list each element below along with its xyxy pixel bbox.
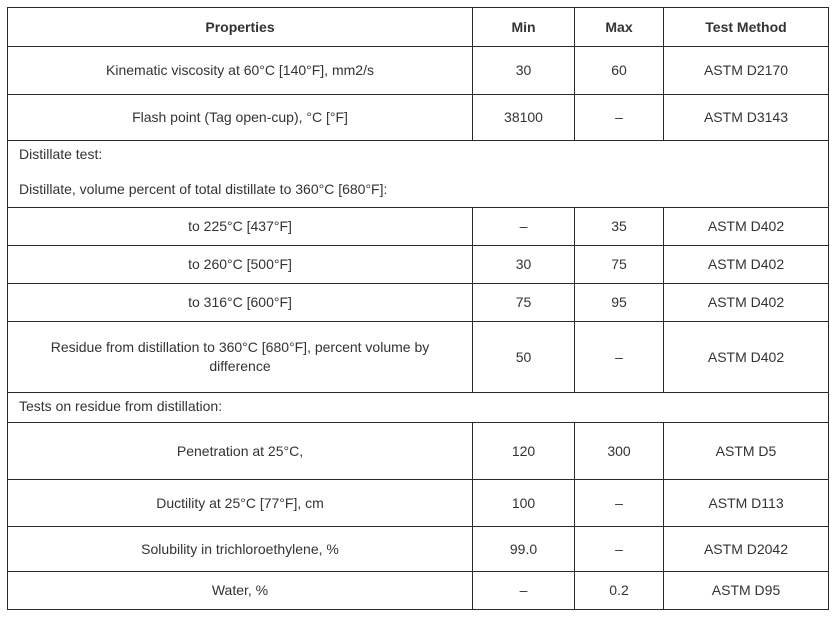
table-row — [8, 208, 829, 246]
min-cell: 99.0 — [473, 527, 575, 572]
section-cell — [8, 141, 829, 208]
method-cell: ASTM D402 — [664, 322, 829, 393]
property-cell: to 260°C [500°F] — [8, 246, 473, 284]
method-cell: ASTM D2170 — [664, 47, 829, 95]
table-row — [8, 423, 829, 480]
method-cell: ASTM D2042 — [664, 527, 829, 572]
table-row — [8, 572, 829, 610]
method-cell: ASTM D95 — [664, 572, 829, 610]
max-cell: – — [575, 322, 664, 393]
section-subheading: Distillate, volume percent of total distillate to 360°C [680°F]: — [19, 181, 388, 197]
property-cell: Ductility at 25°C [77°F], cm — [8, 480, 473, 527]
table-row — [8, 246, 829, 284]
property-cell: Penetration at 25°C, — [8, 423, 473, 480]
property-cell: to 225°C [437°F] — [8, 208, 473, 246]
table-row — [8, 47, 829, 95]
max-cell: – — [575, 527, 664, 572]
min-cell: 38100 — [473, 95, 575, 141]
property-cell: Flash point (Tag open-cup), °C [°F] — [8, 95, 473, 141]
section-row-residue — [8, 393, 829, 423]
section-heading: Tests on residue from distillation: — [19, 398, 223, 414]
header-max: Max — [575, 8, 664, 47]
property-cell: to 316°C [600°F] — [8, 284, 473, 322]
section-cell — [8, 393, 829, 423]
method-cell: ASTM D113 — [664, 480, 829, 527]
section-row-distillate — [8, 141, 829, 208]
method-cell: ASTM D5 — [664, 423, 829, 480]
min-cell: 75 — [473, 284, 575, 322]
property-cell: Water, % — [8, 572, 473, 610]
table-row — [8, 95, 829, 141]
specification-table — [7, 7, 829, 610]
max-cell: – — [575, 95, 664, 141]
min-cell: 100 — [473, 480, 575, 527]
table-row — [8, 480, 829, 527]
min-cell: 120 — [473, 423, 575, 480]
method-cell: ASTM D402 — [664, 208, 829, 246]
max-cell: 300 — [575, 423, 664, 480]
table-row — [8, 284, 829, 322]
max-cell: 0.2 — [575, 572, 664, 610]
table-header-row — [8, 8, 829, 47]
method-cell: ASTM D3143 — [664, 95, 829, 141]
min-cell: 30 — [473, 246, 575, 284]
section-heading: Distillate test: — [19, 146, 103, 162]
property-cell: Kinematic viscosity at 60°C [140°F], mm2/s — [8, 47, 473, 95]
max-cell: 95 — [575, 284, 664, 322]
max-cell: 60 — [575, 47, 664, 95]
method-cell: ASTM D402 — [664, 284, 829, 322]
header-test-method: Test Method — [664, 8, 829, 47]
max-cell: 35 — [575, 208, 664, 246]
property-cell: Residue from distillation to 360°C [680°F], percent volume by difference — [8, 322, 473, 393]
min-cell: – — [473, 208, 575, 246]
max-cell: – — [575, 480, 664, 527]
table-row — [8, 527, 829, 572]
max-cell: 75 — [575, 246, 664, 284]
min-cell: – — [473, 572, 575, 610]
min-cell: 50 — [473, 322, 575, 393]
property-cell: Solubility in trichloroethylene, % — [8, 527, 473, 572]
method-cell: ASTM D402 — [664, 246, 829, 284]
header-properties: Properties — [8, 8, 473, 47]
min-cell: 30 — [473, 47, 575, 95]
table-row — [8, 322, 829, 393]
header-min: Min — [473, 8, 575, 47]
